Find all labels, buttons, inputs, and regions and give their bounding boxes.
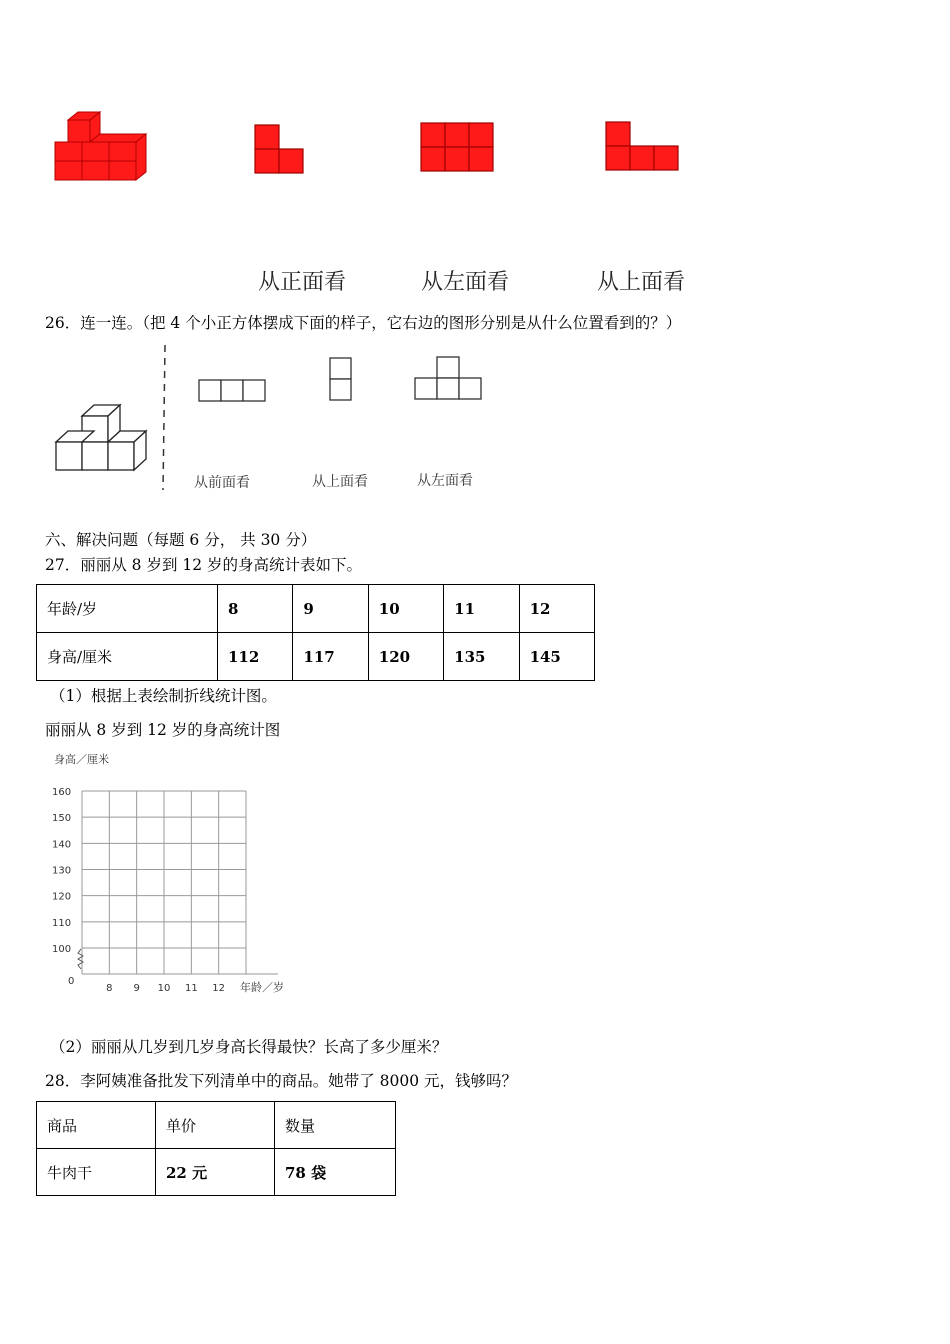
- table-cell: 145: [519, 633, 594, 681]
- q25-left-view: [420, 122, 496, 174]
- y-tick-label: 120: [52, 891, 72, 903]
- table-cell: 8: [218, 585, 293, 633]
- table-cell: 单价: [156, 1102, 275, 1149]
- q26-shape-column: [328, 356, 354, 404]
- x-tick-label: 10: [157, 983, 171, 994]
- q26-label-left: 从左面看: [417, 473, 473, 489]
- q25-top-view: [605, 121, 681, 173]
- table-cell: 78 袋: [275, 1149, 396, 1196]
- q26-cube-figure: [52, 402, 152, 474]
- section-title: 六、解决问题（每题 6 分， 共 30 分）: [45, 531, 317, 549]
- y-tick-label: 110: [52, 917, 72, 929]
- q27-question: 27．丽丽从 8 岁到 12 岁的身高统计表如下。: [45, 556, 363, 574]
- y-axis-label: 身高／厘米: [54, 753, 109, 766]
- x-tick-label: 9: [133, 983, 140, 994]
- q28-table: [36, 1101, 396, 1196]
- table-cell: 22 元: [156, 1149, 275, 1196]
- q25-front-label: 从正面看: [258, 270, 347, 295]
- chart-title: 丽丽从 8 岁到 12 岁的身高统计图: [45, 721, 281, 739]
- x-tick-label: 11: [184, 983, 198, 994]
- table-row: [37, 1149, 396, 1196]
- table-row: [37, 585, 595, 633]
- q26-shape-row: [197, 378, 267, 404]
- q27-table: [36, 584, 595, 681]
- q26-shape-t: [413, 355, 483, 403]
- y-tick-label: 100: [52, 944, 72, 955]
- table-cell: 年龄/岁: [37, 585, 218, 633]
- table-cell: 9: [293, 585, 368, 633]
- table-cell: 112: [218, 633, 293, 681]
- table-cell: 身高/厘米: [37, 633, 218, 681]
- table-cell: 120: [368, 633, 443, 681]
- q25-top-label: 从上面看: [597, 270, 686, 295]
- table-row: [37, 633, 595, 681]
- q28-question: 28．李阿姨准备批发下列清单中的商品。她带了 8000 元，钱够吗？: [45, 1072, 518, 1090]
- table-cell: 11: [444, 585, 519, 633]
- x-tick-label: 8: [106, 983, 113, 994]
- q26-label-front: 从前面看: [194, 475, 250, 491]
- x-tick-label: 12: [212, 983, 226, 994]
- q25-front-view: [254, 124, 306, 176]
- y-tick-label: 160: [52, 787, 72, 798]
- height-chart: [40, 745, 300, 1000]
- q27-part2: （2）丽丽从几岁到几岁身高长得最快？长高了多少厘米？: [50, 1038, 448, 1056]
- y-tick-label: 140: [52, 839, 72, 851]
- table-cell: 135: [444, 633, 519, 681]
- table-cell: 牛肉干: [37, 1149, 156, 1196]
- q25-left-label: 从左面看: [421, 270, 510, 295]
- table-cell: 12: [519, 585, 594, 633]
- q27-part1: （1）根据上表绘制折线统计图。: [50, 687, 277, 705]
- q26-question: 26．连一连。（把 4 个小正方体摆成下面的样子，它右边的图形分别是从什么位置看到的？）: [45, 314, 682, 332]
- table-cell: 117: [293, 633, 368, 681]
- table-cell: 商品: [37, 1102, 156, 1149]
- origin-label: 0: [68, 976, 75, 987]
- y-tick-label: 130: [52, 865, 72, 877]
- q26-label-top: 从上面看: [312, 474, 368, 490]
- table-cell: 10: [368, 585, 443, 633]
- table-row: [37, 1102, 396, 1149]
- q26-dashed-divider: [160, 345, 170, 490]
- q25-3d-figure: [50, 108, 155, 186]
- table-cell: 数量: [275, 1102, 396, 1149]
- x-axis-label: 年龄／岁: [240, 981, 284, 994]
- y-tick-label: 150: [52, 813, 72, 825]
